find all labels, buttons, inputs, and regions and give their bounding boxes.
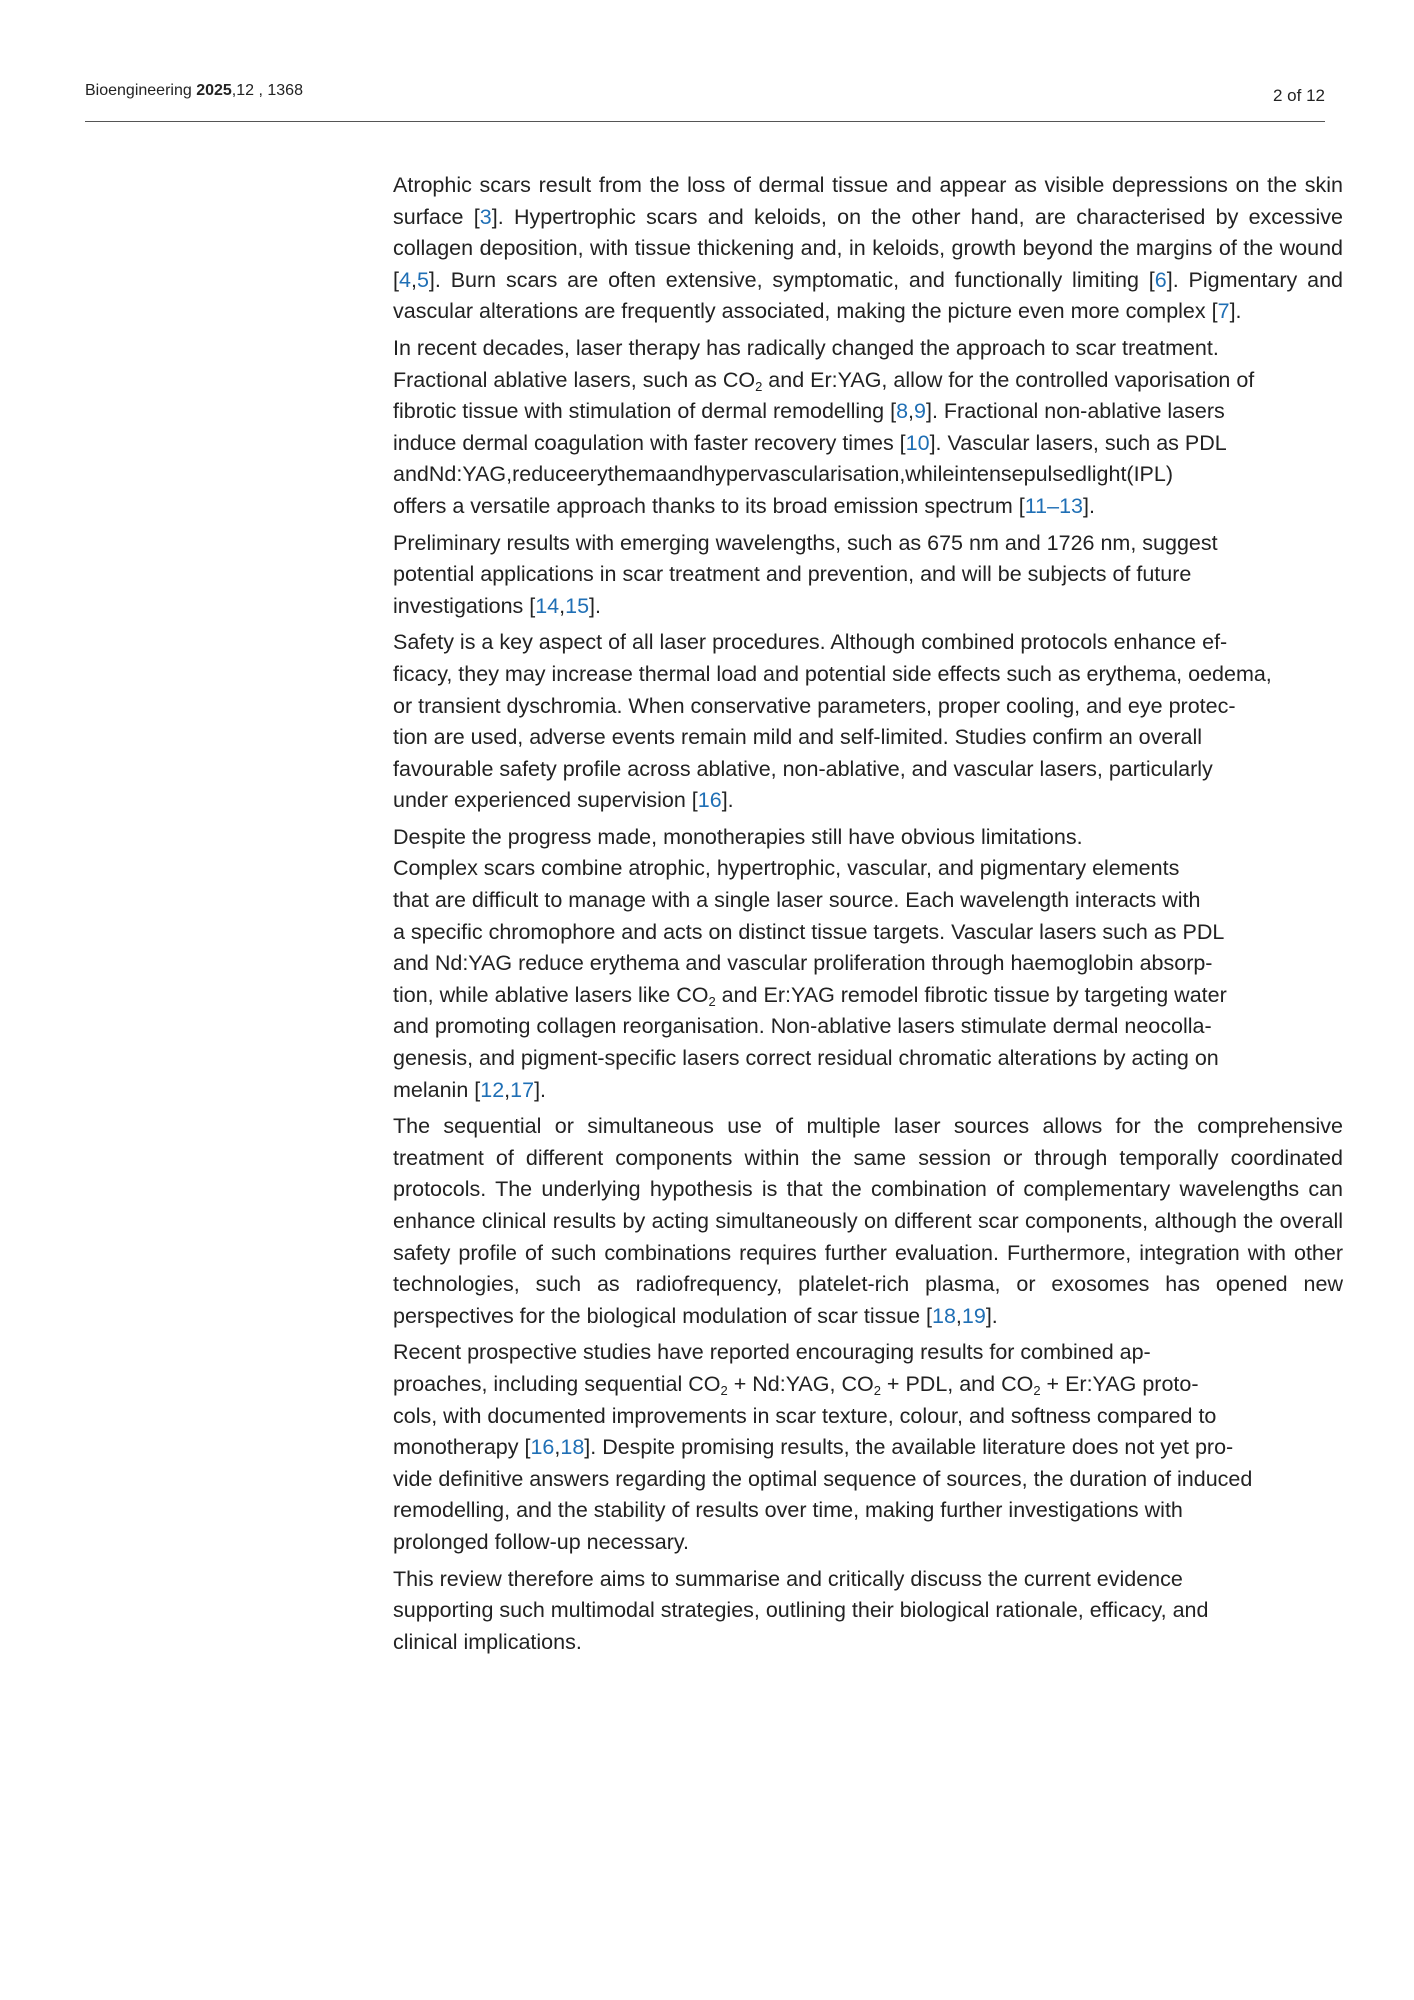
text-run: +	[880, 1371, 906, 1396]
text-run: ].	[721, 788, 734, 813]
subscript: 2	[720, 1382, 728, 1398]
text-line: In recent decades, laser therapy has radically changed the approach to scar treatment.	[393, 335, 1219, 360]
text-run: ]. Fractional non-ablative lasers	[926, 399, 1225, 424]
paragraph-atrophic-scars: Atrophic scars result from the loss of dermal tissue and appear as visible depressions on the skin surface [3]. Hypertrophic scars and keloids, on the other hand, are characterised by excessive collagen deposition, with tissue thickening and, in keloids, growth beyond the margins of the wound [4,5]. Burn scars are often extensive, symptomatic, and functionally limiting [6]. Pigmentary and vascular alterations are frequently associated, making the picture even more complex [7].	[393, 173, 1343, 324]
citation-link[interactable]: 10	[905, 430, 930, 455]
text-line: Safety is a key aspect of all laser procedures. Although combined protocols enhance ef-	[393, 630, 1228, 655]
text-run: +	[1040, 1371, 1066, 1396]
text-line: or transient dyschromia. When conservative parameters, proper cooling, and eye protec-	[393, 693, 1236, 718]
text-run: ]. Pigmentary and vascular alterations are frequently associated, making the picture even more complex [	[393, 267, 1343, 324]
text-line: This review therefore aims to summarise and critically discuss the current evidence	[393, 1566, 1183, 1591]
text-run: ]. Despite promising results, the available literature does not yet pro-	[584, 1435, 1234, 1460]
text-line: Recent prospective studies have reported encouraging results for combined ap-	[393, 1340, 1151, 1365]
text-run: PDL, and	[905, 1371, 1002, 1396]
citation-link[interactable]: 15	[565, 593, 590, 618]
text-run: CO	[688, 1371, 721, 1396]
text-run: Atrophic scars result from the loss of dermal tissue and appear as visible depressions on the skin surface [	[393, 173, 1343, 229]
text-line: and Nd:YAG reduce erythema and vascular proliferation through haemoglobin absorp-	[393, 951, 1213, 976]
text-line: andNd:YAG,reduceerythemaandhypervascularisation,whileintensepulsedlight(IPL)	[393, 462, 1174, 487]
paragraph-review-aim	[393, 1564, 1343, 1659]
text-line: that are difficult to manage with a single laser source. Each wavelength interacts with	[393, 888, 1201, 913]
citation-link[interactable]: 7	[1217, 299, 1230, 324]
text-run: under experienced supervision [	[393, 788, 698, 813]
citation-link[interactable]: 5	[416, 267, 429, 292]
text-line: remodelling, and the stability of results over time, making further investigations with	[393, 1498, 1183, 1523]
text-run: The sequential or simultaneous use of multiple laser sources allows for the comprehensive treatment of different components within the same session or through temporally coordinated protocols. The underlying hypothesis is that the combination of complementary wavelengths can enhance clinical results by acting simultaneously on different scar components, although the overall safety profile of such combinations requires further evaluation. Furthermore, integration with other technologies, such as radiofrequency, platelet-rich plasma, or exosomes has opened new perspectives for the biological modulation of scar tissue [	[393, 1114, 1343, 1328]
text-run: ]. Burn scars are often extensive, symptomatic, and functionally limiting [	[428, 267, 1155, 292]
citation-link[interactable]: 8	[896, 399, 909, 424]
journal-volume: ,12 , 1368	[231, 82, 303, 99]
text-line: genesis, and pigment-specific lasers correct residual chromatic alterations by acting on	[393, 1046, 1219, 1071]
text-run: induce dermal coagulation with faster recovery times [	[393, 430, 906, 455]
text-run: offers a versatile approach thanks to its broad emission spectrum [	[393, 493, 1025, 518]
text-run: ].	[534, 1077, 547, 1102]
text-line: Complex scars combine atrophic, hypertrophic, vascular, and pigmentary elements	[393, 856, 1180, 881]
text-run: and Er:YAG remodel fibrotic tissue by targeting water	[715, 982, 1227, 1007]
text-line: and promoting collagen reorganisation. Non-ablative lasers stimulate dermal neocolla-	[393, 1014, 1212, 1039]
text-run: Er:YAG proto-	[1065, 1371, 1199, 1396]
text-run: +	[727, 1371, 753, 1396]
page-header	[85, 80, 1325, 120]
text-line: cols, with documented improvements in scar texture, colour, and softness compared to	[393, 1403, 1217, 1428]
paragraph-emerging-wavelengths: Preliminary results with emerging wavelengths, such as 675 nm and 1726 nm, suggest potential applications in scar treatment and prevention, and will be subjects of future investigations [14,15].	[393, 530, 1218, 618]
journal-citation	[85, 82, 303, 100]
citation-link[interactable]: 17	[510, 1077, 535, 1102]
page-number: 2 of 12	[1273, 86, 1325, 105]
citation-link[interactable]: 11	[1024, 493, 1048, 518]
citation-link[interactable]: 6	[1154, 267, 1167, 292]
journal-year: 2025	[196, 82, 232, 99]
citation-link[interactable]: 16	[530, 1435, 555, 1460]
paragraph-safety	[393, 627, 1343, 817]
citation-link[interactable]: 16	[697, 788, 722, 813]
text-line: tion are used, adverse events remain mild and self-limited. Studies confirm an overall	[393, 725, 1203, 750]
text-run: CO	[1001, 1371, 1034, 1396]
text-run: ].	[985, 1303, 998, 1328]
citation-link[interactable]: 14	[535, 593, 560, 618]
citation-link[interactable]: 18	[931, 1303, 956, 1328]
subscript: 2	[1033, 1382, 1041, 1398]
text-run: CO	[841, 1371, 874, 1396]
text-run: Fractional ablative lasers, such as CO	[393, 367, 756, 392]
text-line: a specific chromophore and acts on distinct tissue targets. Vascular lasers such as PDL	[393, 919, 1225, 944]
header-divider	[85, 121, 1325, 122]
subscript: 2	[873, 1382, 881, 1398]
text-run: fibrotic tissue with stimulation of dermal remodelling [	[393, 399, 897, 424]
citation-range-dash: –	[1047, 493, 1060, 518]
text-run: Nd:YAG,	[752, 1371, 842, 1396]
text-line: vide definitive answers regarding the optimal sequence of sources, the duration of induced	[393, 1466, 1253, 1491]
text-run: melanin [	[393, 1077, 481, 1102]
paragraph-monotherapy-limits: Despite the progress made, monotherapies still have obvious limitations. Complex scars combine atrophic, hypertrophic, vascular, and pigmentary elements that are difficult to manage with a single laser source. Each wavelength interacts with a specific chromophore and acts on distinct tissue targets. Vascular lasers such as PDL and Nd:YAG reduce erythema and vascular proliferation through haemoglobin absorp- tion, while ablative lasers like $CO_2$ and Er:YAG remodel fibrotic tissue by targeting water and promoting collagen reorganisation. Non-ablative lasers stimulate dermal neocolla- genesis, and pigment-specific lasers correct residual chromatic alterations by acting on melanin [12,17].	[393, 824, 1227, 1102]
citation-link[interactable]: 4	[398, 267, 411, 292]
paragraph-combined-use: The sequential or simultaneous use of multiple laser sources allows for the comprehensive treatment of different components within the same session or through temporally coordinated protocols. The underlying hypothesis is that the combination of complementary wavelengths can enhance clinical results by acting simultaneously on different scar components, although the overall safety profile of such combinations requires further evaluation. Furthermore, integration with other technologies, such as radiofrequency, platelet-rich plasma, or exosomes has opened new perspectives for the biological modulation of scar tissue [18,19].	[393, 1114, 1343, 1328]
text-run: and Er:YAG, allow for the controlled vaporisation of	[762, 367, 1255, 392]
text-line: clinical implications.	[393, 1629, 582, 1654]
article-body	[393, 170, 1343, 1663]
text-line: Despite the progress made, monotherapies still have obvious limitations.	[393, 824, 1083, 849]
text-run: monotherapy [	[393, 1435, 531, 1460]
text-run: ].	[1083, 493, 1095, 518]
citation-link[interactable]: 19	[961, 1303, 986, 1328]
journal-name: Bioengineering	[85, 82, 192, 99]
text-run: ]. Hypertrophic scars and keloids, on the other hand, are characterised by excessive collagen deposition, with tissue thickening and, in keloids, growth beyond the margins of the wound [	[393, 204, 1343, 292]
text-line: prolonged follow-up necessary.	[393, 1529, 689, 1554]
text-line: ficacy, they may increase thermal load and potential side effects such as erythema, oedema,	[393, 661, 1272, 686]
text-line: supporting such multimodal strategies, outlining their biological rationale, efficacy, and	[393, 1598, 1209, 1623]
paragraph-prospective-studies: Recent prospective studies have reported encouraging results for combined ap- proaches, including sequential $CO_2$ + Nd:YAG, $CO_2$ + PDL, and $CO_2$ + Er:YAG proto- cols, with documented improvements in scar texture, colour, and softness compared to monotherapy [16,18]. Despite promising results, the available literature does not yet pro- vide definitive answers regarding the optimal sequence of sources, the duration of induced remodelling, and the stability of results over time, making further investigations with prolonged follow-up necessary.	[393, 1340, 1253, 1554]
text-run: ]. Vascular lasers, such as PDL	[929, 430, 1227, 455]
citation-link[interactable]: 3	[479, 204, 492, 229]
subscript: 2	[755, 378, 763, 394]
text-run: tion, while ablative lasers like CO	[393, 982, 709, 1007]
citation-link[interactable]: 13	[1059, 493, 1083, 518]
text-line: Preliminary results with emerging wavelengths, such as 675 nm and 1726 nm, suggest	[393, 530, 1218, 555]
citation-link[interactable]: 9	[914, 399, 926, 424]
text-run: ].	[1229, 299, 1242, 324]
text-run: ].	[589, 593, 601, 618]
text-line: favourable safety profile across ablative, non-ablative, and vascular lasers, particularly	[393, 756, 1213, 781]
text-run: proaches, including sequential	[393, 1371, 689, 1396]
citation-link[interactable]: 12	[480, 1077, 505, 1102]
paragraph-laser-therapy: In recent decades, laser therapy has radically changed the approach to scar treatment. Fractional ablative lasers, such as $CO_2$ and Er:YAG, allow for the controlled vaporisation of fibrotic tissue with stimulation of dermal remodelling [8,9]. Fractional non-ablative lasers induce dermal coagulation with faster recovery times [10]. Vascular lasers, such as PDL andNd:YAG,reduceerythemaandhypervascularisation,whileintensepulsedlight(IPL) offers a versatile approach thanks to its broad emission spectrum [11–13].	[393, 335, 1255, 518]
text-run: investigations [	[393, 593, 536, 618]
subscript: 2	[708, 993, 716, 1009]
text-line: potential applications in scar treatment and prevention, and will be subjects of future	[393, 562, 1192, 587]
citation-link[interactable]: 18	[560, 1435, 585, 1460]
